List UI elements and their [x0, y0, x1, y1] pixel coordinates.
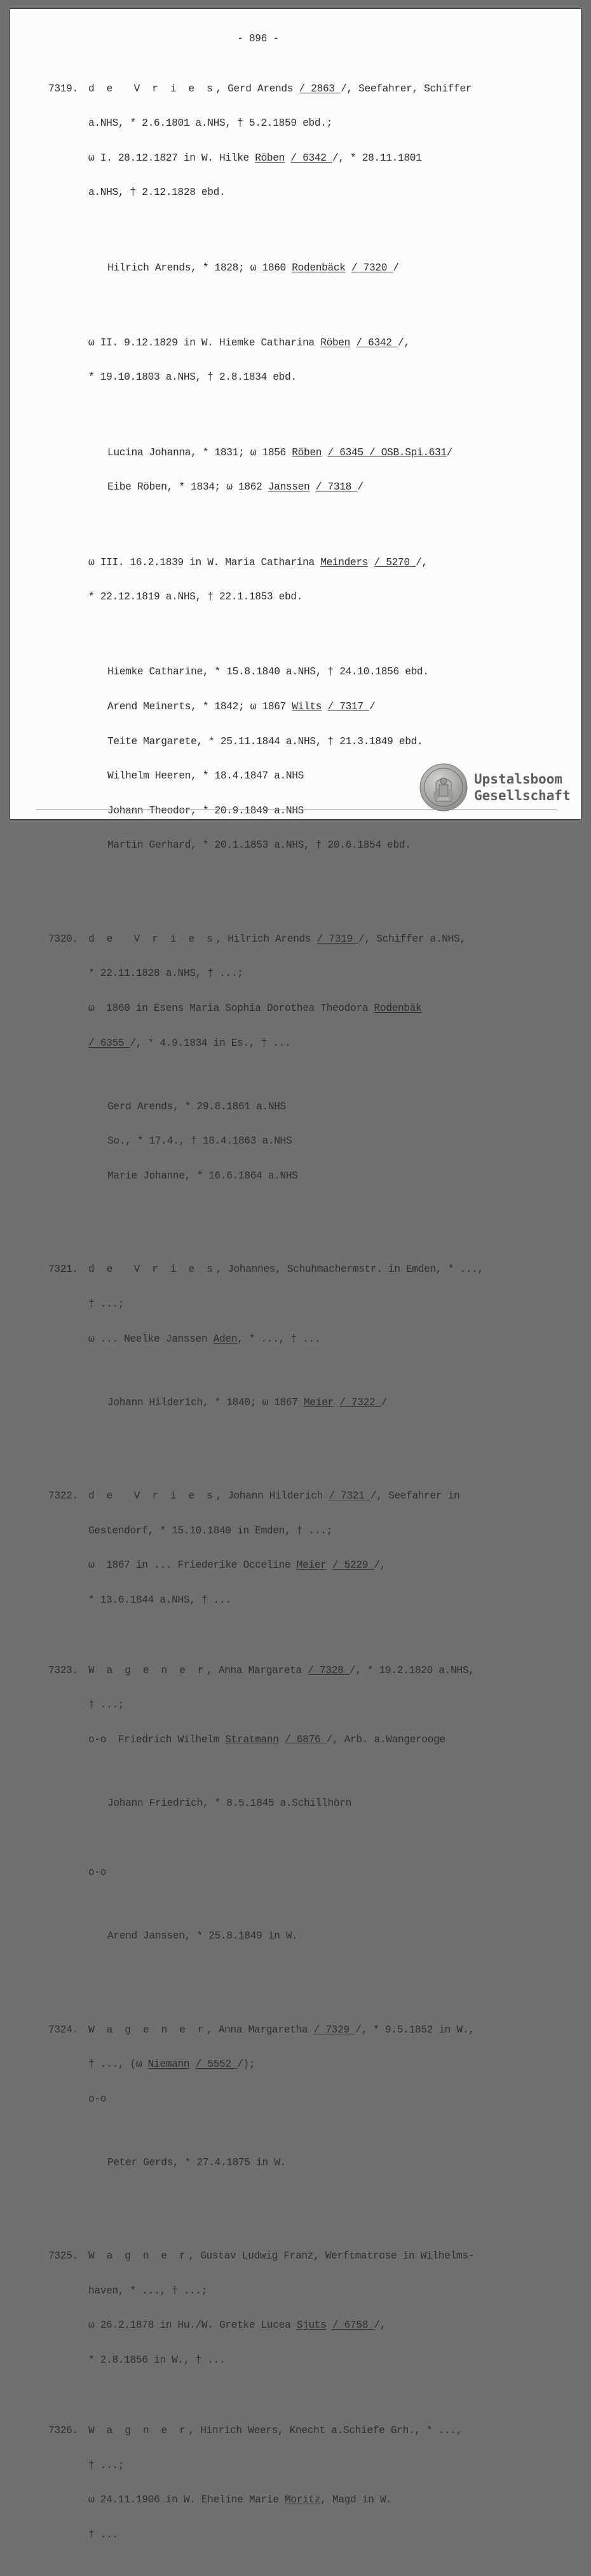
reference-number: / 7317 [327, 700, 370, 712]
entry-number: 7321. [48, 1264, 78, 1276]
entry-7325 [48, 2227, 569, 2389]
reference-number: / 6758 [332, 2319, 374, 2332]
entry-line [48, 1333, 569, 1345]
text-segment: /, Arb. a.Wangerooge [326, 1734, 445, 1746]
entry-line: a.NHS, † 2.12.1828 ebd. [88, 187, 226, 199]
text-segment [334, 1397, 339, 1408]
text-segment: / [393, 262, 399, 274]
text-segment: /); [237, 2059, 255, 2071]
text-segment: /, [397, 337, 410, 349]
text-segment [285, 152, 290, 164]
entry-line: a.NHS, * 2.6.1801 a.NHS, † 5.2.1859 ebd.; [88, 117, 332, 130]
text-segment [309, 481, 315, 493]
surname-link: Sjuts [296, 2319, 327, 2332]
text-segment: / [357, 481, 363, 493]
entry-7320 [48, 910, 569, 1227]
child-line: Marie Johanne, * 16.6.1864 a.NHS [107, 1170, 298, 1182]
child-line: So., * 17.4., † 18.4.1863 a.NHS [107, 1135, 292, 1147]
surname-link: Stratmann [225, 1734, 279, 1746]
text-segment [322, 701, 327, 712]
reference-number: / 7328 [308, 1664, 350, 1676]
text-segment: ω 24.11.1906 in W. Eheline Marie [88, 2494, 285, 2506]
reference-number: / 7329 [313, 2024, 356, 2036]
watermark-line: Gesellschaft [474, 788, 571, 803]
entry-7324 [48, 2001, 569, 2215]
child-line: Martin Gerhard, * 20.1.1853 a.NHS, † 20.6.1854 ebd. [107, 839, 411, 851]
surname-link: Rodenbäck [292, 262, 346, 274]
entry-7323 [48, 1641, 569, 1988]
reference-number: / 7319 [316, 933, 359, 945]
society-watermark [474, 771, 571, 804]
text-segment: /, * 9.5.1852 in W., [355, 2024, 475, 2036]
text-segment: Hilrich Arends, * 1828; ω 1860 [107, 262, 292, 274]
text-segment: , Magd in W. [320, 2494, 392, 2506]
entry-line [48, 2250, 569, 2262]
entry-line [48, 1734, 569, 1745]
text-segment: , Hinrich Weers, Knecht a.Schiefe Grh., * ..., [188, 2425, 463, 2436]
reference-number: / 6342 [356, 337, 398, 349]
page-number: - 896 - [237, 33, 279, 44]
surname-spaced: d e V r i e s [88, 1264, 216, 1276]
text-segment: /, * 28.11.1801 [332, 152, 422, 164]
text-segment: , Hilrich Arends [215, 933, 317, 945]
reference-number: / 2863 [299, 83, 341, 95]
entry-line [48, 2024, 569, 2036]
upstalsboom-seal-icon [419, 763, 468, 811]
text-segment: ω 1867 in ... Friederike Occeline [88, 1559, 297, 1572]
text-segment: / [369, 700, 376, 712]
child-line: Wilhelm Heeren, * 18.4.1847 a.NHS [107, 770, 304, 782]
child-line: Arend Janssen, * 25.8.1849 in W. [107, 1930, 298, 1942]
reference-number: / 7321 [329, 1490, 370, 1502]
text-segment: ω ... Neelke Janssen [88, 1333, 214, 1345]
text-segment: Eibe Röben, * 1834; ω 1862 [107, 481, 268, 493]
entry-line: * 22.11.1828 a.NHS, † ...; [88, 968, 243, 980]
entry-line [48, 1038, 569, 1049]
children-list [48, 1078, 569, 1205]
entry-line [48, 933, 569, 945]
entry-line [48, 1559, 569, 1571]
entry-line: † ...; [88, 2459, 125, 2471]
marriage-line: * 19.10.1803 a.NHS, † 2.8.1834 ebd. [88, 371, 297, 384]
text-segment [350, 337, 356, 349]
entry-line: † ...; [88, 1699, 125, 1711]
text-segment: /, [374, 1559, 386, 1572]
entry-7322 [48, 1467, 569, 1629]
children-list [48, 643, 569, 874]
surname-link: Röben [320, 337, 351, 349]
child-line: Johann Theodor, * 20.9.1849 a.NHS [107, 804, 304, 817]
text-segment: /, Seefahrer, Schiffer [341, 83, 472, 95]
entry-line: * 2.8.1856 in W., † ... [88, 2354, 226, 2366]
text-segment: † ..., (ω [88, 2059, 148, 2071]
text-segment: Johann Hilderich, * 1840; ω 1867 [107, 1396, 304, 1408]
text-segment [346, 262, 351, 274]
text-segment: Arend Meinerts, * 1842; ω 1867 [107, 700, 292, 712]
entry-line: haven, * ..., † ...; [88, 2285, 208, 2297]
reference-number: / 5229 [332, 1559, 374, 1572]
child-line: Johann Friedrich, * 8.5.1845 a.Schillhörn [107, 1798, 351, 1810]
entry-line: † ... [88, 2528, 118, 2540]
surname-spaced: W a g n e r [88, 2425, 189, 2436]
entry-line [48, 2319, 569, 2331]
children-list [48, 1373, 569, 1431]
text-segment: , Gerd Arends [215, 83, 299, 95]
entry-line [48, 2425, 569, 2436]
child-line [107, 701, 569, 712]
surname-spaced: d e V r i e s [88, 83, 216, 95]
reference-number: / 7322 [339, 1396, 381, 1408]
entry-7321 [48, 1241, 569, 1455]
entry-line: * 13.6.1844 a.NHS, † ... [88, 1594, 231, 1606]
text-segment: , * ..., † ... [237, 1333, 321, 1345]
entry-number: 7326. [48, 2425, 78, 2436]
entry-number: 7322. [48, 1490, 78, 1502]
marriage-line [48, 337, 569, 349]
entry-number: 7324. [48, 2024, 78, 2036]
document-page [10, 9, 581, 2540]
text-segment [279, 1734, 285, 1745]
entry-line [48, 1264, 569, 1275]
text-segment: /, * 4.9.1834 in Es., † ... [130, 1037, 291, 1049]
surname-spaced: d e V r i e s [88, 933, 216, 945]
entry-line [48, 2494, 569, 2506]
children-list [48, 2133, 569, 2191]
entry-number: 7319. [48, 83, 78, 95]
entry-line [48, 2059, 569, 2070]
reference-number: / 7318 [315, 481, 358, 493]
text-segment: ω 26.2.1878 in Hu./W. Gretke Lucea [88, 2319, 297, 2332]
surname-spaced: W a g e n e r [88, 2024, 207, 2036]
surname-link: Meinders [320, 556, 369, 568]
genealogy-text [48, 33, 569, 2576]
surname-link: Janssen [268, 481, 310, 493]
child-line [107, 1397, 569, 1408]
entry-line: Gestendorf, * 15.10.1840 in Emden, † ...; [88, 1525, 332, 1537]
child-line: Teite Margarete, * 25.11.1844 a.NHS, † 21.3.1849 ebd. [107, 735, 423, 747]
reference-number: / 5270 [374, 556, 416, 568]
child-line [107, 447, 569, 458]
text-segment [327, 1559, 332, 1571]
text-segment: /, Schiffer a.NHS, [358, 933, 466, 945]
surname-link: Röben [255, 152, 285, 164]
text-segment: , Johannes, Schuhmachermstr. in Emden, * ..., [215, 1264, 484, 1276]
text-segment: ω II. 9.12.1829 in W. Hiemke Catharina [88, 337, 321, 349]
watermark-line: Upstalsboom [474, 771, 563, 787]
text-segment: , Anna Margaretha [207, 2024, 314, 2036]
text-segment [368, 557, 374, 568]
reference-number: / 6345 / OSB.Spi.631 [327, 446, 447, 458]
text-segment: ω III. 16.2.1839 in W. Maria Catharina [88, 556, 321, 568]
surname-spaced: W a g e n e r [88, 1664, 207, 1676]
children-list [48, 1907, 569, 1965]
text-segment: /, [416, 556, 428, 568]
text-segment [327, 2319, 332, 2331]
reference-number: / 5552 [195, 2059, 238, 2071]
children-list [48, 1775, 569, 1832]
partnership-marker: o-o [88, 2093, 107, 2105]
child-line: Hiemke Catharine, * 15.8.1840 a.NHS, † 24.10.1856 ebd. [107, 666, 429, 678]
child-line: Peter Gerds, * 27.4.1875 in W. [107, 2156, 286, 2168]
entry-number: 7320. [48, 933, 78, 945]
entry-number: 7325. [48, 2250, 78, 2262]
entry-line [48, 1490, 569, 1502]
child-line [107, 262, 569, 274]
reference-number: / 7320 [351, 262, 393, 274]
surname-link: Aden [213, 1333, 238, 1345]
surname-link: Niemann [147, 2059, 190, 2071]
children-list [48, 239, 569, 297]
marriage-line [48, 557, 569, 568]
text-segment: / [381, 1396, 388, 1408]
surname-spaced: W a g n e r [88, 2250, 189, 2262]
surname-spaced: d e V r i e s [88, 1490, 216, 1502]
partnership-marker: o-o [88, 1867, 107, 1879]
surname-link: Rodenbäk [374, 1003, 422, 1015]
surname-link: Wilts [292, 700, 322, 712]
child-line: Gerd Arends, * 29.8.1861 a.NHS [107, 1100, 286, 1112]
surname-link: Meier [304, 1396, 334, 1408]
reference-number: / 6355 [88, 1037, 130, 1049]
reference-number: / 6342 [290, 152, 332, 164]
text-segment: ω I. 28.12.1827 in W. Hilke [88, 152, 255, 164]
text-segment: ω 1860 in Esens Maria Sophia Dorothea Theodora [88, 1003, 374, 1015]
entry-line [48, 152, 569, 164]
text-segment: o-o Friedrich Wilhelm [88, 1734, 226, 1746]
text-segment: /, [374, 2319, 386, 2332]
footer-rule [36, 809, 557, 810]
text-segment: /, * 19.2.1820 a.NHS, [349, 1664, 475, 1676]
surname-link: Moritz [285, 2494, 321, 2506]
text-segment [322, 447, 327, 458]
text-segment: , Gustav Ludwig Franz, Werftmatrose in Wilhelms- [188, 2250, 474, 2262]
text-segment: , Johann Hilderich [215, 1490, 329, 1502]
entry-line [48, 83, 569, 95]
text-segment [189, 2059, 195, 2070]
entry-line [48, 1665, 569, 1676]
child-line [107, 481, 569, 493]
marriage-line: * 22.12.1819 a.NHS, † 22.1.1853 ebd. [88, 591, 303, 603]
text-segment: /, Seefahrer in [370, 1490, 460, 1502]
surname-link: Röben [292, 446, 322, 458]
entry-number: 7323. [48, 1664, 78, 1676]
entry-line [48, 1003, 569, 1014]
surname-link: Meier [296, 1559, 327, 1572]
text-segment: / [446, 446, 453, 458]
entry-7326 [48, 2402, 569, 2564]
text-segment: Lucina Johanna, * 1831; ω 1856 [107, 446, 292, 458]
entry-line: † ...; [88, 1298, 125, 1310]
reference-number: / 6876 [285, 1734, 327, 1746]
text-segment: , Anna Margareta [207, 1664, 308, 1676]
children-list [48, 424, 569, 516]
